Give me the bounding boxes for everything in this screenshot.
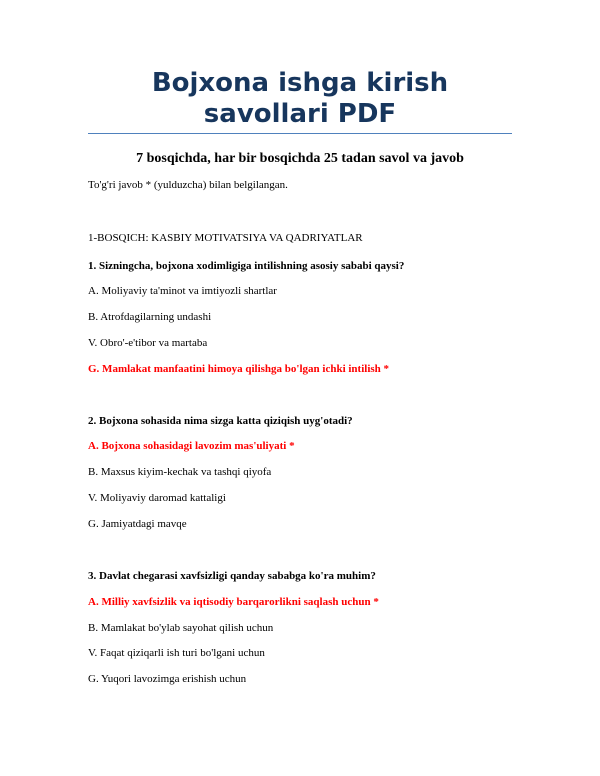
question-3-option-a-correct: A. Milliy xavfsizlik va iqtisodiy barqarorlikni saqlash uchun * (88, 596, 379, 608)
question-2-option-b: B. Maxsus kiyim-kechak va tashqi qiyofa (88, 466, 272, 478)
title-divider (88, 133, 512, 134)
question-1-option-a: A. Moliyaviy ta'minot va imtiyozli shartlar (88, 285, 277, 297)
title-line-2: savollari PDF (203, 99, 397, 129)
title-line-1: Bojxona ishga kirish (151, 68, 449, 98)
question-1-option-b: B. Atrofdagilarning undashi (88, 311, 212, 323)
document-title (88, 68, 512, 130)
section-heading: 1-BOSQICH: KASBIY MOTIVATSIYA VA QADRIYATLAR (88, 232, 363, 244)
question-2-option-g: G. Jamiyatdagi mavqe (88, 518, 187, 530)
question-3-option-g: G. Yuqori lavozimga erishish uchun (88, 673, 247, 685)
question-2-option-a-correct: A. Bojxona sohasidagi lavozim mas'uliyati * (88, 440, 295, 452)
question-2: 2. Bojxona sohasida nima sizga katta qiziqish uyg'otadi? (88, 415, 353, 427)
question-1-option-v: V. Obro'-e'tibor va martaba (88, 337, 208, 349)
question-3-option-v: V. Faqat qiziqarli ish turi bo'lgani uchun (88, 647, 265, 659)
answer-key-note: To'g'ri javob * (yulduzcha) bilan belgilangan. (88, 179, 288, 191)
document-subtitle: 7 bosqichda, har bir bosqichda 25 tadan savol va javob (136, 151, 464, 166)
question-3: 3. Davlat chegarasi xavfsizligi qanday sababga ko'ra muhim? (88, 570, 376, 582)
question-2-option-v: V. Moliyaviy daromad kattaligi (88, 492, 226, 504)
question-1: 1. Sizningcha, bojxona xodimligiga intilishning asosiy sababi qaysi? (88, 260, 405, 272)
question-1-option-g-correct: G. Mamlakat manfaatini himoya qilishga bo'lgan ichki intilish * (88, 363, 390, 375)
question-3-option-b: B. Mamlakat bo'ylab sayohat qilish uchun (88, 622, 274, 634)
